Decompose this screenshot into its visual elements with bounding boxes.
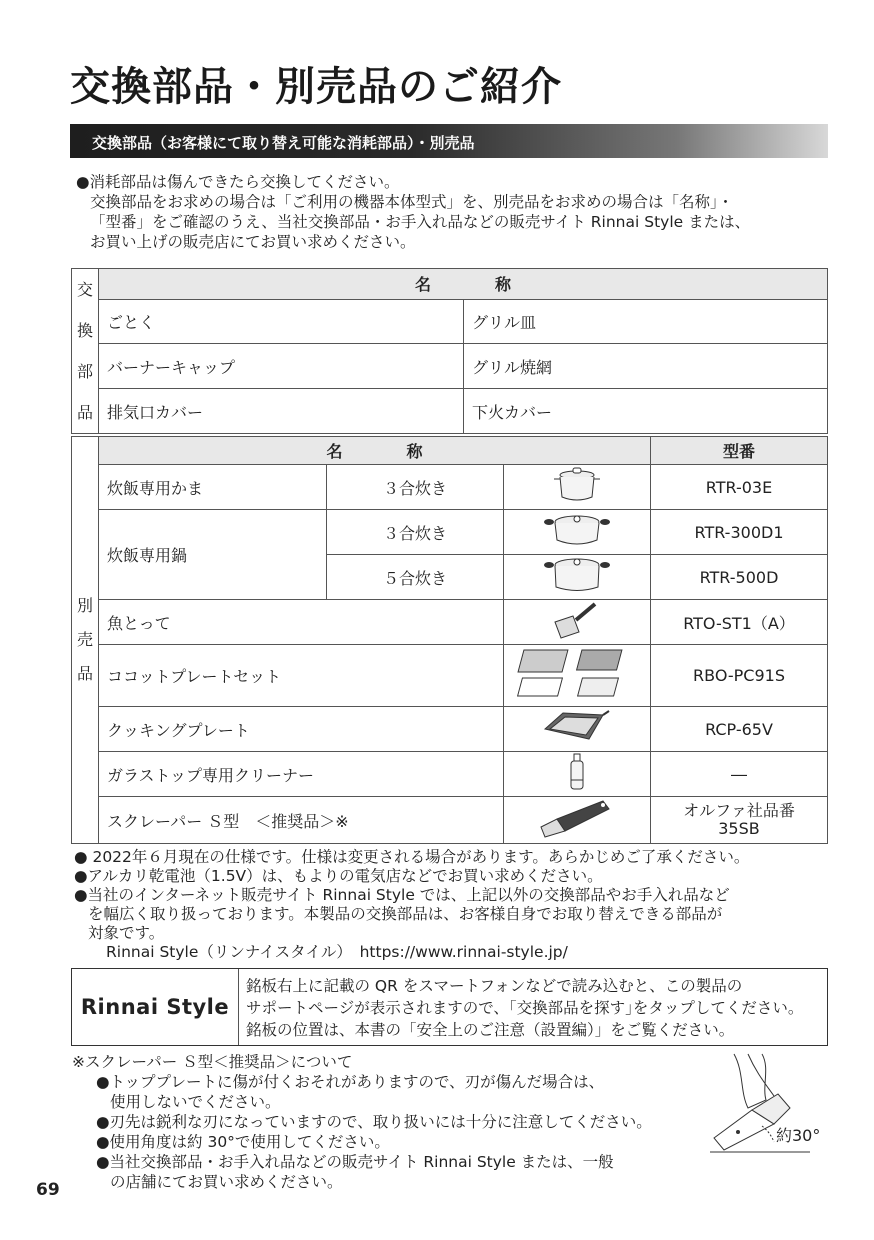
- cocotte-set-image: [504, 645, 651, 707]
- side-char: 品: [76, 403, 93, 422]
- rice-pan-large-icon: [542, 555, 612, 595]
- scraper-note: ●使用角度は約 30°で使用してください。: [96, 1133, 390, 1151]
- table-cell: ガラストップ専用クリーナー: [99, 752, 504, 797]
- notes: [74, 848, 834, 962]
- table-cell: 炊飯専用かま: [99, 465, 327, 510]
- exchange-header: 名 称: [99, 269, 828, 300]
- note-line: を幅広く取り扱っております。本製品の交換部品は、お客様自身でお取り替えできる部品が: [88, 905, 723, 923]
- scraper-model-line: 35SB: [718, 819, 760, 838]
- table-cell: グリル焼網: [464, 344, 828, 389]
- fish-turner-image: [504, 600, 651, 645]
- note-line: ●アルカリ乾電池（1.5V）は、もよりの電気店などでお買い求めください。: [74, 867, 603, 885]
- accessory-side-label: [72, 437, 99, 844]
- page-number: 69: [36, 1180, 60, 1200]
- page-title: 交換部品・別売品のご紹介: [70, 64, 562, 110]
- table-cell: ３合炊き: [327, 510, 504, 555]
- table-cell: バーナーキャップ: [99, 344, 464, 389]
- intro-line: ●消耗部品は傷んできたら交換してください。: [76, 173, 400, 191]
- table-cell: ココットプレートセット: [99, 645, 504, 707]
- rinnai-box-line: 銘板右上に記載の QR をスマートフォンなどで読み込むと、この製品の: [246, 977, 743, 995]
- scraper-note: の店舗にてお買い求めください。: [110, 1173, 343, 1191]
- table-cell: RTR-03E: [651, 465, 828, 510]
- side-char: 換: [76, 321, 93, 340]
- table-cell: ３合炊き: [327, 465, 504, 510]
- scraper-note: 使用しないでください。: [110, 1093, 281, 1111]
- scraper-model-line: オルファ社品番: [683, 801, 795, 820]
- cooking-plate-image: [504, 707, 651, 752]
- table-cell: ごとく: [99, 299, 464, 344]
- rinnai-box-line: サポートページが表示されますので、｢交換部品を探す｣をタップしてください。: [246, 999, 804, 1017]
- note-line: 対象です。: [88, 924, 165, 942]
- table-cell: ―: [651, 752, 828, 797]
- table-cell: RTO-ST1（A）: [651, 600, 828, 645]
- intro-line: 「型番」をご確認のうえ、当社交換部品・お手入れ品などの販売サイト Rinnai Style または、: [90, 213, 751, 231]
- exchange-side-label: [72, 269, 99, 434]
- rinnai-style-url[interactable]: Rinnai Style（リンナイスタイル） https://www.rinnai-style.jp/: [106, 943, 568, 961]
- cleaner-bottle-icon: [567, 752, 587, 792]
- rice-pot-image: [504, 465, 651, 510]
- intro-text: [76, 172, 832, 252]
- table-cell: 下火カバー: [464, 389, 828, 434]
- rice-pan-image: [504, 510, 651, 555]
- side-char: 部: [76, 362, 93, 381]
- scraper-notes: [72, 1052, 712, 1192]
- rice-pan-icon: [542, 510, 612, 550]
- table-cell: RCP-65V: [651, 707, 828, 752]
- table-cell: クッキングプレート: [99, 707, 504, 752]
- table-cell: 排気口カバー: [99, 389, 464, 434]
- table-cell: 炊飯専用鍋: [99, 510, 327, 600]
- accessory-header-model: 型番: [651, 437, 828, 465]
- table-cell: グリル皿: [464, 299, 828, 344]
- note-line: ●当社のインターネット販売サイト Rinnai Style では、上記以外の交換部品やお手入れ品など: [74, 886, 730, 904]
- scraper-note: ●当社交換部品・お手入れ品などの販売サイト Rinnai Style または、一般: [96, 1153, 614, 1171]
- side-char: 別: [76, 596, 93, 615]
- exchange-parts-table: [71, 268, 828, 434]
- table-cell: [651, 797, 828, 844]
- side-char: 品: [76, 664, 93, 683]
- note-line: ● 2022年６月現在の仕様です。仕様は変更される場合があります。あらかじめご了承ください。: [74, 848, 750, 866]
- side-char: 売: [76, 630, 93, 649]
- scraper-note: ●刃先は鋭利な刃になっていますので、取り扱いには十分に注意してください。: [96, 1113, 652, 1131]
- angle-label: 約30°: [776, 1126, 821, 1145]
- rinnai-box-text: [246, 975, 803, 1041]
- table-cell: RTR-300D1: [651, 510, 828, 555]
- accessory-table: [71, 436, 828, 844]
- cooking-plate-icon: [537, 707, 617, 747]
- scraper-note: ●トッププレートに傷が付くおそれがありますので、刃が傷んだ場合は、: [96, 1073, 605, 1091]
- fish-turner-icon: [547, 600, 607, 640]
- table-cell: スクレーパー Ｓ型 ＜推奨品＞※: [99, 797, 504, 844]
- cleaner-bottle-image: [504, 752, 651, 797]
- rinnai-style-box: [71, 968, 828, 1046]
- rinnai-box-line: 銘板の位置は、本書の「安全上のご注意（設置編）」をご覧ください。: [246, 1021, 735, 1039]
- table-cell: RTR-500D: [651, 555, 828, 600]
- rice-pan-large-image: [504, 555, 651, 600]
- rinnai-style-logo: Rinnai Style: [72, 969, 239, 1045]
- intro-line: 交換部品をお求めの場合は「ご利用の機器本体型式」を、別売品をお求めの場合は「名称」・: [90, 193, 734, 211]
- section-banner: [70, 124, 828, 158]
- scraper-heading: ※スクレーパー Ｓ型＜推奨品＞について: [72, 1053, 353, 1071]
- table-cell: ５合炊き: [327, 555, 504, 600]
- scraper-image: [504, 797, 651, 844]
- rice-pot-icon: [547, 465, 607, 505]
- accessory-header-name: 名 称: [99, 437, 651, 465]
- cocotte-set-icon: [517, 646, 637, 702]
- side-char: 交: [76, 280, 93, 299]
- table-cell: RBO-PC91S: [651, 645, 828, 707]
- intro-line: お買い上げの販売店にてお買い求めください。: [90, 233, 416, 251]
- table-cell: 魚とって: [99, 600, 504, 645]
- section-banner-text: 交換部品（お客様にて取り替え可能な消耗部品）・別売品: [92, 134, 475, 152]
- scraper-icon: [537, 797, 617, 839]
